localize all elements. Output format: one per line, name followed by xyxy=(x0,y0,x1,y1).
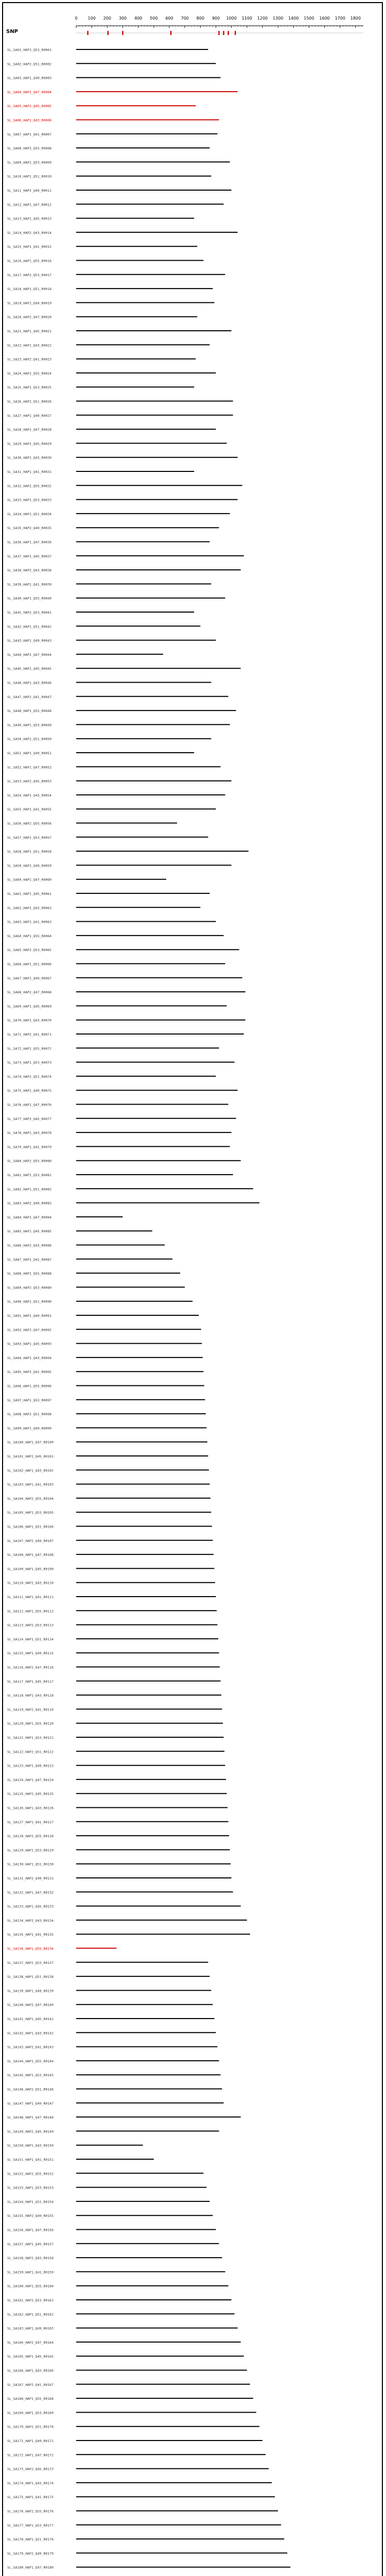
read-label: SL_SA07_HAP1_Q41_R0007 xyxy=(7,132,52,137)
read-label: SL_SA12_HAP1_Q47_R0012 xyxy=(7,202,52,207)
read-label: SL_SA53_HAP2_Q45_R0053 xyxy=(7,779,52,784)
read-label: SL_SA25_HAP1_Q53_R0025 xyxy=(7,385,52,390)
read-label: SL_SA28_HAP1_Q47_R0028 xyxy=(7,428,52,432)
read-label: SL_SA176_HAP2_Q55_R0176 xyxy=(7,2509,54,2514)
read-label: SL_SA37_HAP1_Q45_R0037 xyxy=(7,554,52,558)
read-label: SL_SA80_HAP2_Q55_R0080 xyxy=(7,1159,52,1163)
read-label: SL_SA141_HAP1_Q45_R0141 xyxy=(7,2017,54,2021)
read-label: SL_SA90_HAP1_Q51_R0090 xyxy=(7,1299,52,1304)
snp-marker xyxy=(235,31,236,35)
read-label: SL_SA26_HAP2_Q51_R0026 xyxy=(7,399,52,404)
read-label: SL_SA38_HAP2_Q43_R0038 xyxy=(7,568,52,573)
read-label: SL_SA146_HAP2_Q51_R0146 xyxy=(7,2087,54,2092)
read-label: SL_SA140_HAP2_Q47_R0140 xyxy=(7,2003,54,2007)
read-label: SL_SA70_HAP1_Q43_R0070 xyxy=(7,1018,52,1023)
axis-tick-label: 0 xyxy=(75,16,78,21)
read-label: SL_SA16_HAP1_Q55_R0016 xyxy=(7,259,52,263)
read-label: SL_SA171_HAP1_Q49_R0171 xyxy=(7,2439,54,2443)
read-label: SL_SA164_HAP2_Q47_R0164 xyxy=(7,2340,54,2345)
read-label: SL_SA149_HAP2_Q45_R0149 xyxy=(7,2129,54,2134)
read-label: SL_SA29_HAP2_Q45_R0029 xyxy=(7,442,52,446)
axis-tick-label: 400 xyxy=(134,16,143,21)
read-label: SL_SA30_HAP1_Q43_R0030 xyxy=(7,455,52,460)
snp-marker xyxy=(223,31,224,35)
read-label: SL_SA100_HAP1_Q47_R0100 xyxy=(7,1440,54,1445)
read-label: SL_SA157_HAP1_Q45_R0157 xyxy=(7,2242,54,2246)
read-label: SL_SA75_HAP1_Q49_R0075 xyxy=(7,1089,52,1093)
axis-tick-label: 300 xyxy=(118,16,127,21)
read-label: SL_SA96_HAP1_Q55_R0096 xyxy=(7,1384,52,1388)
read-label: SL_SA158_HAP2_Q43_R0158 xyxy=(7,2256,54,2261)
read-label: SL_SA92_HAP2_Q47_R0092 xyxy=(7,1328,52,1332)
read-label: SL_SA147_HAP1_Q49_R0147 xyxy=(7,2101,54,2106)
read-label: SL_SA151_HAP1_Q41_R0151 xyxy=(7,2158,54,2162)
read-label: SL_SA40_HAP1_Q55_R0040 xyxy=(7,596,52,601)
read-label: SL_SA88_HAP1_Q55_R0088 xyxy=(7,1272,52,1276)
axis-tick-label: 500 xyxy=(150,16,158,21)
read-label: SL_SA56_HAP2_Q55_R0056 xyxy=(7,821,52,826)
read-label: SL_SA111_HAP1_Q41_R0111 xyxy=(7,1595,54,1599)
read-label: SL_SA99_HAP1_Q49_R0099 xyxy=(7,1426,52,1431)
snp-marker xyxy=(227,31,229,35)
read-label: SL_SA66_HAP1_Q51_R0066 xyxy=(7,962,52,967)
snp-marker xyxy=(87,31,88,35)
read-label: SL_SA52_HAP1_Q47_R0052 xyxy=(7,765,52,770)
read-label: SL_SA168_HAP1_Q55_R0168 xyxy=(7,2397,54,2401)
read-label: SL_SA133_HAP1_Q45_R0133 xyxy=(7,1904,54,1909)
read-label: SL_SA178_HAP1_Q51_R0178 xyxy=(7,2537,54,2542)
snp-marker xyxy=(122,31,123,35)
read-label: SL_SA74_HAP2_Q51_R0074 xyxy=(7,1074,52,1079)
axis-tick-label: 1600 xyxy=(319,16,330,21)
read-label: SL_SA50_HAP2_Q51_R0050 xyxy=(7,737,52,741)
read-label: SL_SA73_HAP1_Q53_R0073 xyxy=(7,1060,52,1065)
read-label: SL_SA132_HAP1_Q47_R0132 xyxy=(7,1890,54,1895)
read-label: SL_SA179_HAP2_Q49_R0179 xyxy=(7,2551,54,2556)
read-label: SL_SA03_HAP1_Q49_R0003 xyxy=(7,76,52,80)
snp-track-label: SNP xyxy=(6,29,18,35)
read-label: SL_SA170_HAP2_Q51_R0170 xyxy=(7,2425,54,2429)
read-label: SL_SA60_HAP1_Q47_R0060 xyxy=(7,877,52,882)
read-label: SL_SA120_HAP1_Q55_R0120 xyxy=(7,1721,54,1726)
read-label: SL_SA48_HAP1_Q55_R0048 xyxy=(7,709,52,714)
read-label: SL_SA77_HAP2_Q45_R0077 xyxy=(7,1116,52,1121)
read-label: SL_SA115_HAP1_Q49_R0115 xyxy=(7,1651,54,1656)
read-label: SL_SA122_HAP2_Q51_R0122 xyxy=(7,1750,54,1754)
read-label: SL_SA167_HAP2_Q41_R0167 xyxy=(7,2382,54,2387)
read-label: SL_SA17_HAP2_Q53_R0017 xyxy=(7,273,52,277)
read-label: SL_SA103_HAP1_Q41_R0103 xyxy=(7,1482,54,1487)
read-label: SL_SA177_HAP1_Q53_R0177 xyxy=(7,2523,54,2528)
read-label: SL_SA41_HAP2_Q53_R0041 xyxy=(7,611,52,615)
read-label: SL_SA76_HAP1_Q47_R0076 xyxy=(7,1103,52,1107)
read-label: SL_SA54_HAP1_Q43_R0054 xyxy=(7,793,52,798)
read-label: SL_SA06_HAP1_Q43_R0006 xyxy=(7,118,52,123)
read-label: SL_SA36_HAP1_Q47_R0036 xyxy=(7,540,52,545)
read-label: SL_SA61_HAP1_Q45_R0061 xyxy=(7,892,52,896)
read-label: SL_SA125_HAP2_Q45_R0125 xyxy=(7,1792,54,1797)
read-label: SL_SA155_HAP2_Q49_R0155 xyxy=(7,2214,54,2218)
read-label: SL_SA163_HAP1_Q49_R0163 xyxy=(7,2326,54,2331)
read-label: SL_SA58_HAP1_Q51_R0058 xyxy=(7,850,52,854)
read-label: SL_SA44_HAP2_Q47_R0044 xyxy=(7,652,52,657)
read-label: SL_SA22_HAP1_Q43_R0022 xyxy=(7,343,52,348)
read-label: SL_SA180_HAP1_Q47_R0180 xyxy=(7,2565,54,2570)
read-label: SL_SA107_HAP2_Q49_R0107 xyxy=(7,1538,54,1543)
read-label: SL_SA05_HAP2_Q45_R0005 xyxy=(7,104,52,109)
read-label: SL_SA142_HAP1_Q43_R0142 xyxy=(7,2031,54,2036)
read-label: SL_SA27_HAP1_Q49_R0027 xyxy=(7,413,52,418)
read-label: SL_SA13_HAP1_Q45_R0013 xyxy=(7,216,52,221)
read-label: SL_SA20_HAP2_Q47_R0020 xyxy=(7,315,52,319)
read-label: SL_SA34_HAP1_Q51_R0034 xyxy=(7,512,52,516)
read-label: SL_SA71_HAP2_Q41_R0071 xyxy=(7,1032,52,1037)
read-label: SL_SA108_HAP1_Q47_R0108 xyxy=(7,1553,54,1557)
read-label: SL_SA130_HAP1_Q51_R0130 xyxy=(7,1862,54,1867)
read-label: SL_SA114_HAP1_Q51_R0114 xyxy=(7,1637,54,1641)
read-label: SL_SA101_HAP2_Q45_R0101 xyxy=(7,1454,54,1459)
read-label: SL_SA01_HAP1_Q53_R0001 xyxy=(7,48,52,52)
read-label: SL_SA126_HAP1_Q43_R0126 xyxy=(7,1806,54,1810)
read-label: SL_SA55_HAP1_Q41_R0055 xyxy=(7,807,52,812)
axis-tick-label: 1800 xyxy=(350,16,361,21)
read-label: SL_SA42_HAP1_Q51_R0042 xyxy=(7,624,52,629)
axis-tick-label: 800 xyxy=(196,16,204,21)
read-label: SL_SA135_HAP1_Q41_R0135 xyxy=(7,1933,54,1937)
axis-tick-label: 1100 xyxy=(241,16,252,21)
read-label: SL_SA83_HAP2_Q49_R0083 xyxy=(7,1201,52,1206)
read-label: SL_SA159_HAP1_Q41_R0159 xyxy=(7,2270,54,2275)
read-label: SL_SA139_HAP1_Q49_R0139 xyxy=(7,1989,54,1993)
read-label: SL_SA152_HAP2_Q55_R0152 xyxy=(7,2172,54,2176)
read-label: SL_SA04_HAP1_Q47_R0004 xyxy=(7,90,52,94)
read-label: SL_SA78_HAP1_Q43_R0078 xyxy=(7,1131,52,1136)
axis-tick-label: 1700 xyxy=(335,16,345,21)
read-label: SL_SA43_HAP1_Q49_R0043 xyxy=(7,638,52,643)
read-label: SL_SA08_HAP2_Q55_R0008 xyxy=(7,146,52,151)
read-label: SL_SA162_HAP1_Q51_R0162 xyxy=(7,2312,54,2317)
read-label: SL_SA106_HAP1_Q51_R0106 xyxy=(7,1524,54,1529)
read-label: SL_SA67_HAP1_Q49_R0067 xyxy=(7,976,52,980)
read-label: SL_SA94_HAP1_Q43_R0094 xyxy=(7,1355,52,1360)
read-label: SL_SA123_HAP1_Q49_R0123 xyxy=(7,1764,54,1768)
read-label: SL_SA46_HAP1_Q43_R0046 xyxy=(7,681,52,685)
read-label: SL_SA173_HAP2_Q45_R0173 xyxy=(7,2467,54,2471)
read-label: SL_SA47_HAP2_Q41_R0047 xyxy=(7,694,52,699)
snp-marker xyxy=(170,31,171,35)
axis-tick-label: 1000 xyxy=(226,16,237,21)
read-label: SL_SA129_HAP1_Q53_R0129 xyxy=(7,1848,54,1853)
read-label: SL_SA79_HAP1_Q41_R0079 xyxy=(7,1145,52,1149)
read-label: SL_SA59_HAP2_Q49_R0059 xyxy=(7,863,52,868)
read-label: SL_SA118_HAP1_Q43_R0118 xyxy=(7,1693,54,1698)
read-label: SL_SA124_HAP1_Q47_R0124 xyxy=(7,1777,54,1782)
read-label: SL_SA98_HAP2_Q51_R0098 xyxy=(7,1412,52,1417)
read-label: SL_SA136_HAP1_Q55_R0136 xyxy=(7,1946,54,1951)
axis-tick-label: 900 xyxy=(212,16,220,21)
read-label: SL_SA19_HAP1_Q49_R0019 xyxy=(7,301,52,306)
read-label: SL_SA21_HAP1_Q45_R0021 xyxy=(7,329,52,333)
read-label: SL_SA161_HAP2_Q53_R0161 xyxy=(7,2298,54,2302)
axis-tick-label: 1200 xyxy=(257,16,268,21)
read-label: SL_SA15_HAP1_Q41_R0015 xyxy=(7,245,52,249)
axis-tick-label: 100 xyxy=(87,16,96,21)
read-label: SL_SA10_HAP1_Q51_R0010 xyxy=(7,174,52,179)
read-label: SL_SA09_HAP1_Q53_R0009 xyxy=(7,160,52,165)
axis-tick-label: 700 xyxy=(181,16,189,21)
read-label: SL_SA138_HAP1_Q51_R0138 xyxy=(7,1975,54,1979)
read-label: SL_SA121_HAP1_Q53_R0121 xyxy=(7,1736,54,1740)
read-label: SL_SA172_HAP1_Q47_R0172 xyxy=(7,2453,54,2458)
read-label: SL_SA11_HAP2_Q49_R0011 xyxy=(7,189,52,193)
read-label: SL_SA148_HAP1_Q47_R0148 xyxy=(7,2115,54,2120)
read-label: SL_SA144_HAP1_Q55_R0144 xyxy=(7,2059,54,2063)
read-label: SL_SA143_HAP2_Q41_R0143 xyxy=(7,2045,54,2049)
read-label: SL_SA49_HAP1_Q53_R0049 xyxy=(7,723,52,727)
read-label: SL_SA165_HAP1_Q45_R0165 xyxy=(7,2354,54,2359)
read-label: SL_SA24_HAP1_Q55_R0024 xyxy=(7,371,52,376)
read-label: SL_SA51_HAP1_Q49_R0051 xyxy=(7,751,52,755)
read-label: SL_SA86_HAP2_Q43_R0086 xyxy=(7,1243,52,1248)
read-label: SL_SA35_HAP2_Q49_R0035 xyxy=(7,526,52,531)
read-label: SL_SA117_HAP1_Q45_R0117 xyxy=(7,1679,54,1684)
read-label: SL_SA32_HAP2_Q55_R0032 xyxy=(7,484,52,488)
read-label: SL_SA18_HAP1_Q51_R0018 xyxy=(7,287,52,292)
read-label: SL_SA39_HAP1_Q41_R0039 xyxy=(7,582,52,587)
read-label: SL_SA23_HAP2_Q41_R0023 xyxy=(7,357,52,362)
read-label: SL_SA116_HAP2_Q47_R0116 xyxy=(7,1665,54,1670)
read-label: SL_SA97_HAP1_Q53_R0097 xyxy=(7,1398,52,1402)
read-label: SL_SA68_HAP2_Q47_R0068 xyxy=(7,990,52,995)
read-label: SL_SA02_HAP2_Q51_R0002 xyxy=(7,62,52,66)
read-label: SL_SA145_HAP1_Q53_R0145 xyxy=(7,2073,54,2078)
read-label: SL_SA166_HAP1_Q43_R0166 xyxy=(7,2368,54,2373)
read-label: SL_SA72_HAP1_Q55_R0072 xyxy=(7,1046,52,1051)
read-label: SL_SA119_HAP2_Q41_R0119 xyxy=(7,1707,54,1712)
read-label: SL_SA160_HAP1_Q55_R0160 xyxy=(7,2284,54,2289)
read-label: SL_SA89_HAP2_Q53_R0089 xyxy=(7,1285,52,1290)
read-label: SL_SA93_HAP1_Q45_R0093 xyxy=(7,1342,52,1346)
read-label: SL_SA104_HAP2_Q55_R0104 xyxy=(7,1496,54,1501)
read-label: SL_SA134_HAP2_Q43_R0134 xyxy=(7,1918,54,1923)
read-label: SL_SA169_HAP1_Q53_R0169 xyxy=(7,2411,54,2415)
axis-tick-label: 1500 xyxy=(304,16,314,21)
read-label: SL_SA156_HAP1_Q47_R0156 xyxy=(7,2228,54,2232)
read-label: SL_SA87_HAP1_Q41_R0087 xyxy=(7,1257,52,1262)
read-label: SL_SA127_HAP1_Q41_R0127 xyxy=(7,1820,54,1824)
read-label: SL_SA105_HAP1_Q53_R0105 xyxy=(7,1511,54,1515)
read-label: SL_SA128_HAP2_Q55_R0128 xyxy=(7,1834,54,1839)
read-label: SL_SA174_HAP1_Q43_R0174 xyxy=(7,2481,54,2485)
read-label: SL_SA84_HAP1_Q47_R0084 xyxy=(7,1215,52,1219)
read-label: SL_SA62_HAP2_Q43_R0062 xyxy=(7,906,52,910)
axis-tick-label: 1400 xyxy=(288,16,299,21)
snp-marker xyxy=(218,31,219,35)
snp-marker xyxy=(108,31,109,35)
read-label: SL_SA57_HAP1_Q53_R0057 xyxy=(7,835,52,840)
read-label: SL_SA150_HAP1_Q43_R0150 xyxy=(7,2143,54,2148)
read-label: SL_SA110_HAP2_Q43_R0110 xyxy=(7,1581,54,1585)
read-label: SL_SA91_HAP1_Q49_R0091 xyxy=(7,1314,52,1318)
read-label: SL_SA45_HAP1_Q45_R0045 xyxy=(7,667,52,671)
read-label: SL_SA33_HAP1_Q53_R0033 xyxy=(7,498,52,502)
axis-tick-label: 200 xyxy=(103,16,111,21)
axis-tick-label: 1300 xyxy=(272,16,284,21)
read-label: SL_SA112_HAP1_Q55_R0112 xyxy=(7,1609,54,1614)
read-label: SL_SA102_HAP1_Q43_R0102 xyxy=(7,1468,54,1473)
read-label: SL_SA63_HAP1_Q41_R0063 xyxy=(7,920,52,924)
read-label: SL_SA95_HAP2_Q41_R0095 xyxy=(7,1370,52,1375)
axis-tick-label: 600 xyxy=(165,16,173,21)
read-label: SL_SA109_HAP1_Q45_R0109 xyxy=(7,1567,54,1571)
read-label: SL_SA69_HAP1_Q45_R0069 xyxy=(7,1004,52,1009)
read-label: SL_SA113_HAP2_Q53_R0113 xyxy=(7,1623,54,1628)
read-label: SL_SA64_HAP1_Q55_R0064 xyxy=(7,934,52,938)
read-label: SL_SA153_HAP1_Q53_R0153 xyxy=(7,2185,54,2190)
read-label: SL_SA31_HAP1_Q41_R0031 xyxy=(7,470,52,474)
read-label: SL_SA81_HAP1_Q53_R0081 xyxy=(7,1173,52,1177)
read-label: SL_SA82_HAP1_Q51_R0082 xyxy=(7,1187,52,1192)
read-label: SL_SA14_HAP2_Q43_R0014 xyxy=(7,230,52,235)
read-label: SL_SA154_HAP1_Q51_R0154 xyxy=(7,2199,54,2204)
read-label: SL_SA131_HAP2_Q49_R0131 xyxy=(7,1876,54,1880)
read-label: SL_SA65_HAP2_Q53_R0065 xyxy=(7,948,52,953)
read-label: SL_SA85_HAP1_Q45_R0085 xyxy=(7,1229,52,1234)
read-label: SL_SA137_HAP2_Q53_R0137 xyxy=(7,1960,54,1965)
read-label: SL_SA175_HAP1_Q41_R0175 xyxy=(7,2495,54,2500)
